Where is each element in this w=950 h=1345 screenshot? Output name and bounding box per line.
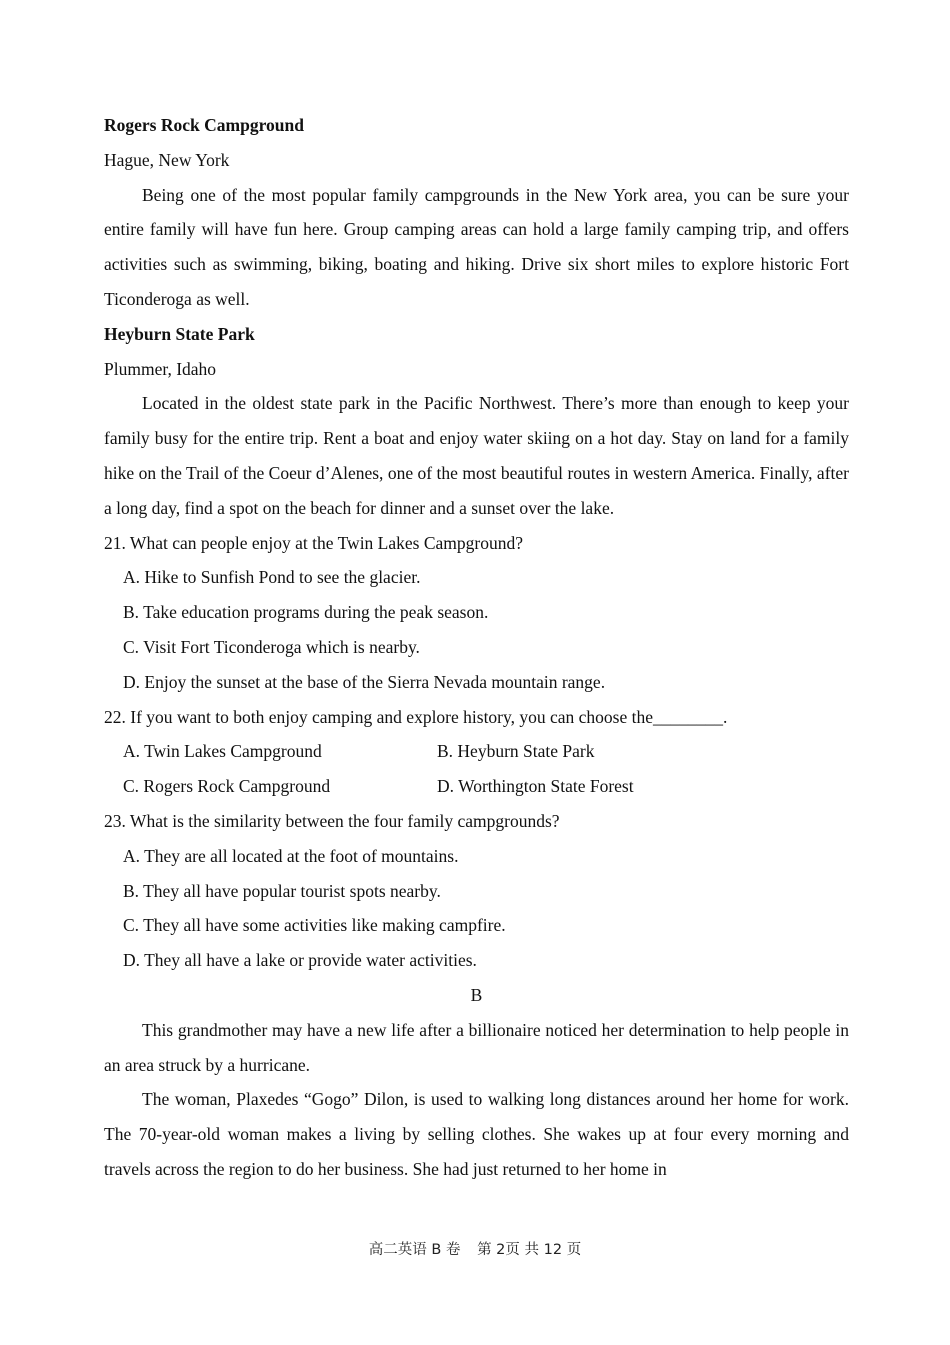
question-22-options-row-2 bbox=[104, 769, 849, 804]
question-22-option-d: D. Worthington State Forest bbox=[437, 776, 634, 797]
question-22-options-row-1 bbox=[104, 734, 849, 769]
question-23-option-d: D. They all have a lake or provide water activities. bbox=[123, 950, 477, 971]
question-21-option-c: C. Visit Fort Ticonderoga which is nearby. bbox=[123, 636, 420, 657]
question-22-stem: 22. If you want to both enjoy camping and explore history, you can choose the________. bbox=[104, 706, 728, 727]
passage-b-label: B bbox=[470, 984, 483, 1005]
passage-b-paragraph-1: This grandmother may have a new life after a billionaire noticed her determination to help people in an area struck by a hurricane. bbox=[104, 1019, 849, 1075]
question-21-stem: 21. What can people enjoy at the Twin Lakes Campground? bbox=[104, 532, 523, 553]
footer-exam-label: 高二英语 B 卷 bbox=[368, 1242, 461, 1258]
question-21-option-d: D. Enjoy the sunset at the base of the Sierra Nevada mountain range. bbox=[123, 671, 606, 692]
question-23-option-a: A. They are all located at the foot of mountains. bbox=[123, 845, 459, 866]
section-title-rogers: Rogers Rock Campground bbox=[104, 115, 304, 135]
question-22-option-b: B. Heyburn State Park bbox=[437, 741, 595, 762]
question-22-option-c: C. Rogers Rock Campground bbox=[123, 776, 331, 797]
passage-b-paragraph-2: The woman, Plaxedes “Gogo” Dilon, is used to walking long distances around her home for work. The 70-year-old woman makes a living by selling clothes. She wakes up at four every morning and travels across the region to do her business. She had just returned to her home in bbox=[104, 1089, 849, 1179]
question-23-option-c: C. They all have some activities like making campfire. bbox=[123, 915, 506, 936]
document-page bbox=[104, 108, 849, 1187]
question-23-stem: 23. What is the similarity between the four family campgrounds? bbox=[104, 810, 560, 831]
section-text-rogers: Being one of the most popular family campgrounds in the New York area, you can be sure your entire family will have fun here. Group camping areas can hold a large family camping trip, and offers activities such as swimming, biking, boating and hiking. Drive six short miles to explore historic Fort Ticonderoga as well. bbox=[104, 184, 849, 309]
footer-page-number: 第 2页 共 12 页 bbox=[477, 1242, 582, 1258]
page-footer bbox=[0, 1238, 950, 1259]
question-21-option-a: A. Hike to Sunfish Pond to see the glacier. bbox=[123, 567, 421, 588]
section-title-heyburn: Heyburn State Park bbox=[104, 323, 255, 344]
section-location-heyburn: Plummer, Idaho bbox=[104, 358, 217, 379]
question-21-option-b: B. Take education programs during the peak season. bbox=[123, 602, 489, 623]
question-22-option-a: A. Twin Lakes Campground bbox=[123, 741, 322, 762]
section-location-rogers: Hague, New York bbox=[104, 149, 230, 170]
question-23-option-b: B. They all have popular tourist spots nearby. bbox=[123, 880, 441, 901]
section-text-heyburn: Located in the oldest state park in the Pacific Northwest. There’s more than enough to keep your family busy for the entire trip. Rent a boat and enjoy water skiing on a hot day. Stay on land for a family hike on the Trail of the Coeur d’Alenes, one of the most beautiful routes in western America. Finally, after a long day, find a spot on the beach for dinner and a sunset over the lake. bbox=[104, 393, 849, 518]
